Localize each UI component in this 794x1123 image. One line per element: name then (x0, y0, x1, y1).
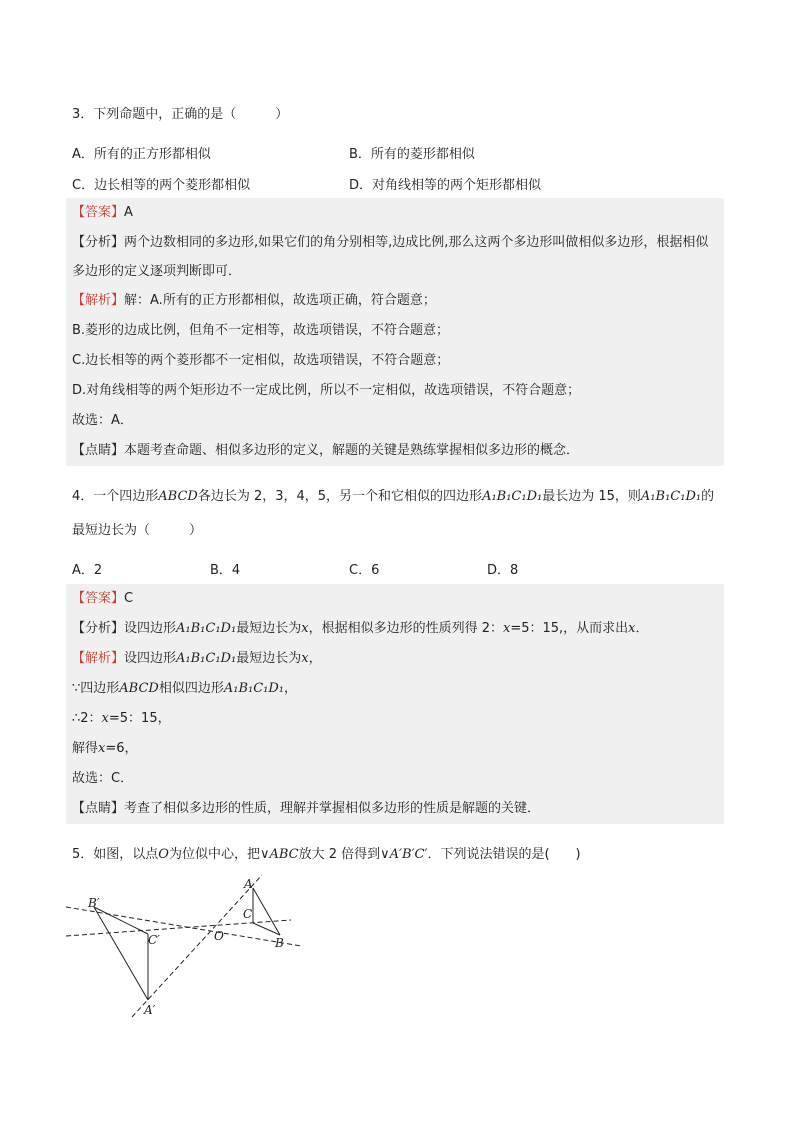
stem-text: 的 (701, 489, 715, 504)
quad-abcd: ABCD (158, 489, 198, 504)
analysis-text: 设四边形 (124, 621, 177, 636)
option-d: D．对角线相等的两个矩形都相似 (349, 178, 542, 193)
analysis-text: 最短边长为 (236, 621, 302, 636)
var-x: x (301, 621, 309, 636)
quad-a1b1c1d1: A₁B₁C₁D₁ (223, 681, 285, 696)
triangle-abc: ∨ABC (259, 847, 299, 862)
solution-text: ∴2： (72, 711, 102, 726)
answer-line (66, 584, 724, 614)
solution-line-4: D.对角线相等的两个矩形边不一定成比例，所以不一定相似，故选项错误，不符合题意； (72, 383, 581, 398)
homothety-figure (66, 872, 306, 1022)
solution-text: 相似四边形 (158, 681, 224, 696)
stem-text: 4．一个四边形 (72, 489, 159, 504)
quad-a1b1c1d1: A₁B₁C₁D₁ (176, 651, 237, 666)
solution-tag: 【解析】 (72, 651, 125, 666)
answer-value: C (124, 591, 134, 606)
comment-line (66, 436, 724, 466)
var-x: x (502, 621, 511, 636)
solution-text: ， (284, 681, 298, 696)
quad-a1b1c1d1: A₁B₁C₁D₁ (176, 621, 237, 636)
solution-line-5: 故选：A． (72, 413, 133, 428)
question-3-options-row-1 (72, 143, 732, 165)
solution-text: 最短边长为 (236, 651, 302, 666)
label-o: O (214, 929, 224, 943)
ray-c-prime-c (66, 920, 291, 936)
stem-text: 为位似中心，把 (168, 847, 260, 862)
solution-line-1 (66, 644, 724, 674)
label-c: C (243, 907, 253, 921)
solution-text: 设四边形 (124, 651, 177, 666)
label-b-prime: B′ (88, 896, 100, 910)
analysis-tag: 【分析】 (72, 235, 125, 250)
analysis-line (66, 614, 724, 644)
answer-value: A (124, 205, 133, 220)
solution-text: =5：15， (108, 711, 171, 726)
solution-line-4 (66, 734, 724, 764)
quad-a1b1c1d1: A₁B₁C₁D₁ (482, 489, 543, 504)
option-a: A．所有的正方形都相似 (72, 147, 211, 162)
question-4-answer-box (66, 584, 724, 824)
solution-line-3: C.边长相等的两个菱形都不一定相似，故选项错误，不符合题意； (72, 353, 450, 368)
quad-a1b1c1d1: A₁B₁C₁D₁ (640, 489, 702, 504)
solution-text: =6， (105, 741, 138, 756)
question-5-stem (72, 845, 732, 865)
answer-tag: 【答案】 (72, 205, 125, 220)
var-x: x (301, 651, 309, 666)
analysis-text: ，根据相似多边形的性质列得 2： (308, 621, 503, 636)
comment-tag: 【点睛】 (72, 443, 125, 458)
solution-line-2: B.菱形的边成比例，但角不一定相等，故选项错误，不符合题意； (72, 323, 450, 338)
analysis-text: =5：15,，从而求出 (510, 621, 629, 636)
solution-line-3 (66, 704, 724, 734)
analysis-tag: 【分析】 (72, 621, 125, 636)
question-3-answer-box (66, 198, 724, 466)
side-cb (253, 923, 280, 935)
solution-text-1: 解：A.所有的正方形都相似，故选项正确，符合题意； (124, 293, 436, 308)
comment-tag: 【点睛】 (72, 801, 125, 816)
comment-text: 本题考查命题、相似多边形的定义，解题的关键是熟练掌握相似多边形的概念． (124, 443, 580, 458)
question-3-stem: 3．下列命题中，正确的是（ ） (72, 107, 289, 122)
stem-text: 5．如图，以点 (72, 847, 159, 862)
triangle-a-prime-b-prime-c-prime: ∨A′B′C′ (380, 847, 428, 862)
option-b: B．所有的菱形都相似 (349, 147, 475, 162)
solution-line-2 (66, 674, 724, 704)
analysis-text: 两个边数相同的多边形,如果它们的角分别相等,边成比例,那么这两个多边形叫做相似多边形，根据相似多边形的定义逐项判断即可． (72, 235, 709, 279)
answer-line (66, 198, 724, 228)
solution-text: ， (308, 651, 322, 666)
question-4-stem-line-2: 最短边长为（ ） (72, 523, 203, 538)
side-ab (253, 888, 280, 935)
option-c: C．边长相等的两个菱形都相似 (72, 178, 251, 193)
var-x: x (628, 621, 636, 636)
solution-text: 解得 (72, 741, 99, 756)
comment-line (66, 794, 724, 824)
option-d: D．8 (487, 563, 519, 578)
quad-abcd: ABCD (119, 681, 159, 696)
stem-text: 最长边为 15，则 (542, 489, 641, 504)
solution-line-1 (66, 286, 724, 316)
ray-b-prime-b (66, 907, 301, 946)
label-b: B (275, 936, 284, 950)
label-a: A (244, 877, 253, 891)
question-4-stem (72, 487, 732, 507)
answer-tag: 【答案】 (72, 591, 125, 606)
analysis-line (66, 228, 724, 286)
option-b: B．4 (210, 563, 241, 578)
question-3-options-row-2 (72, 174, 732, 196)
solution-line-5: 故选：C． (72, 771, 134, 786)
option-c: C．6 (349, 563, 380, 578)
solution-text: ∵四边形 (72, 681, 120, 696)
option-a: A．2 (72, 563, 103, 578)
stem-text: 放大 2 倍得到 (298, 847, 381, 862)
var-x: x (101, 711, 109, 726)
var-x: x (98, 741, 106, 756)
label-a-prime: A′ (144, 1003, 156, 1017)
question-4-options (72, 559, 732, 581)
analysis-text: ． (635, 621, 649, 636)
stem-text: 各边长为 2，3，4，5，另一个和它相似的四边形 (197, 489, 483, 504)
point-o: O (158, 847, 169, 862)
stem-text: ．下列说法错误的是( ) (427, 847, 581, 862)
comment-text: 考查了相似多边形的性质，理解并掌握相似多边形的性质是解题的关键． (124, 801, 541, 816)
label-c-prime: C′ (148, 933, 160, 947)
solution-tag: 【解析】 (72, 293, 125, 308)
